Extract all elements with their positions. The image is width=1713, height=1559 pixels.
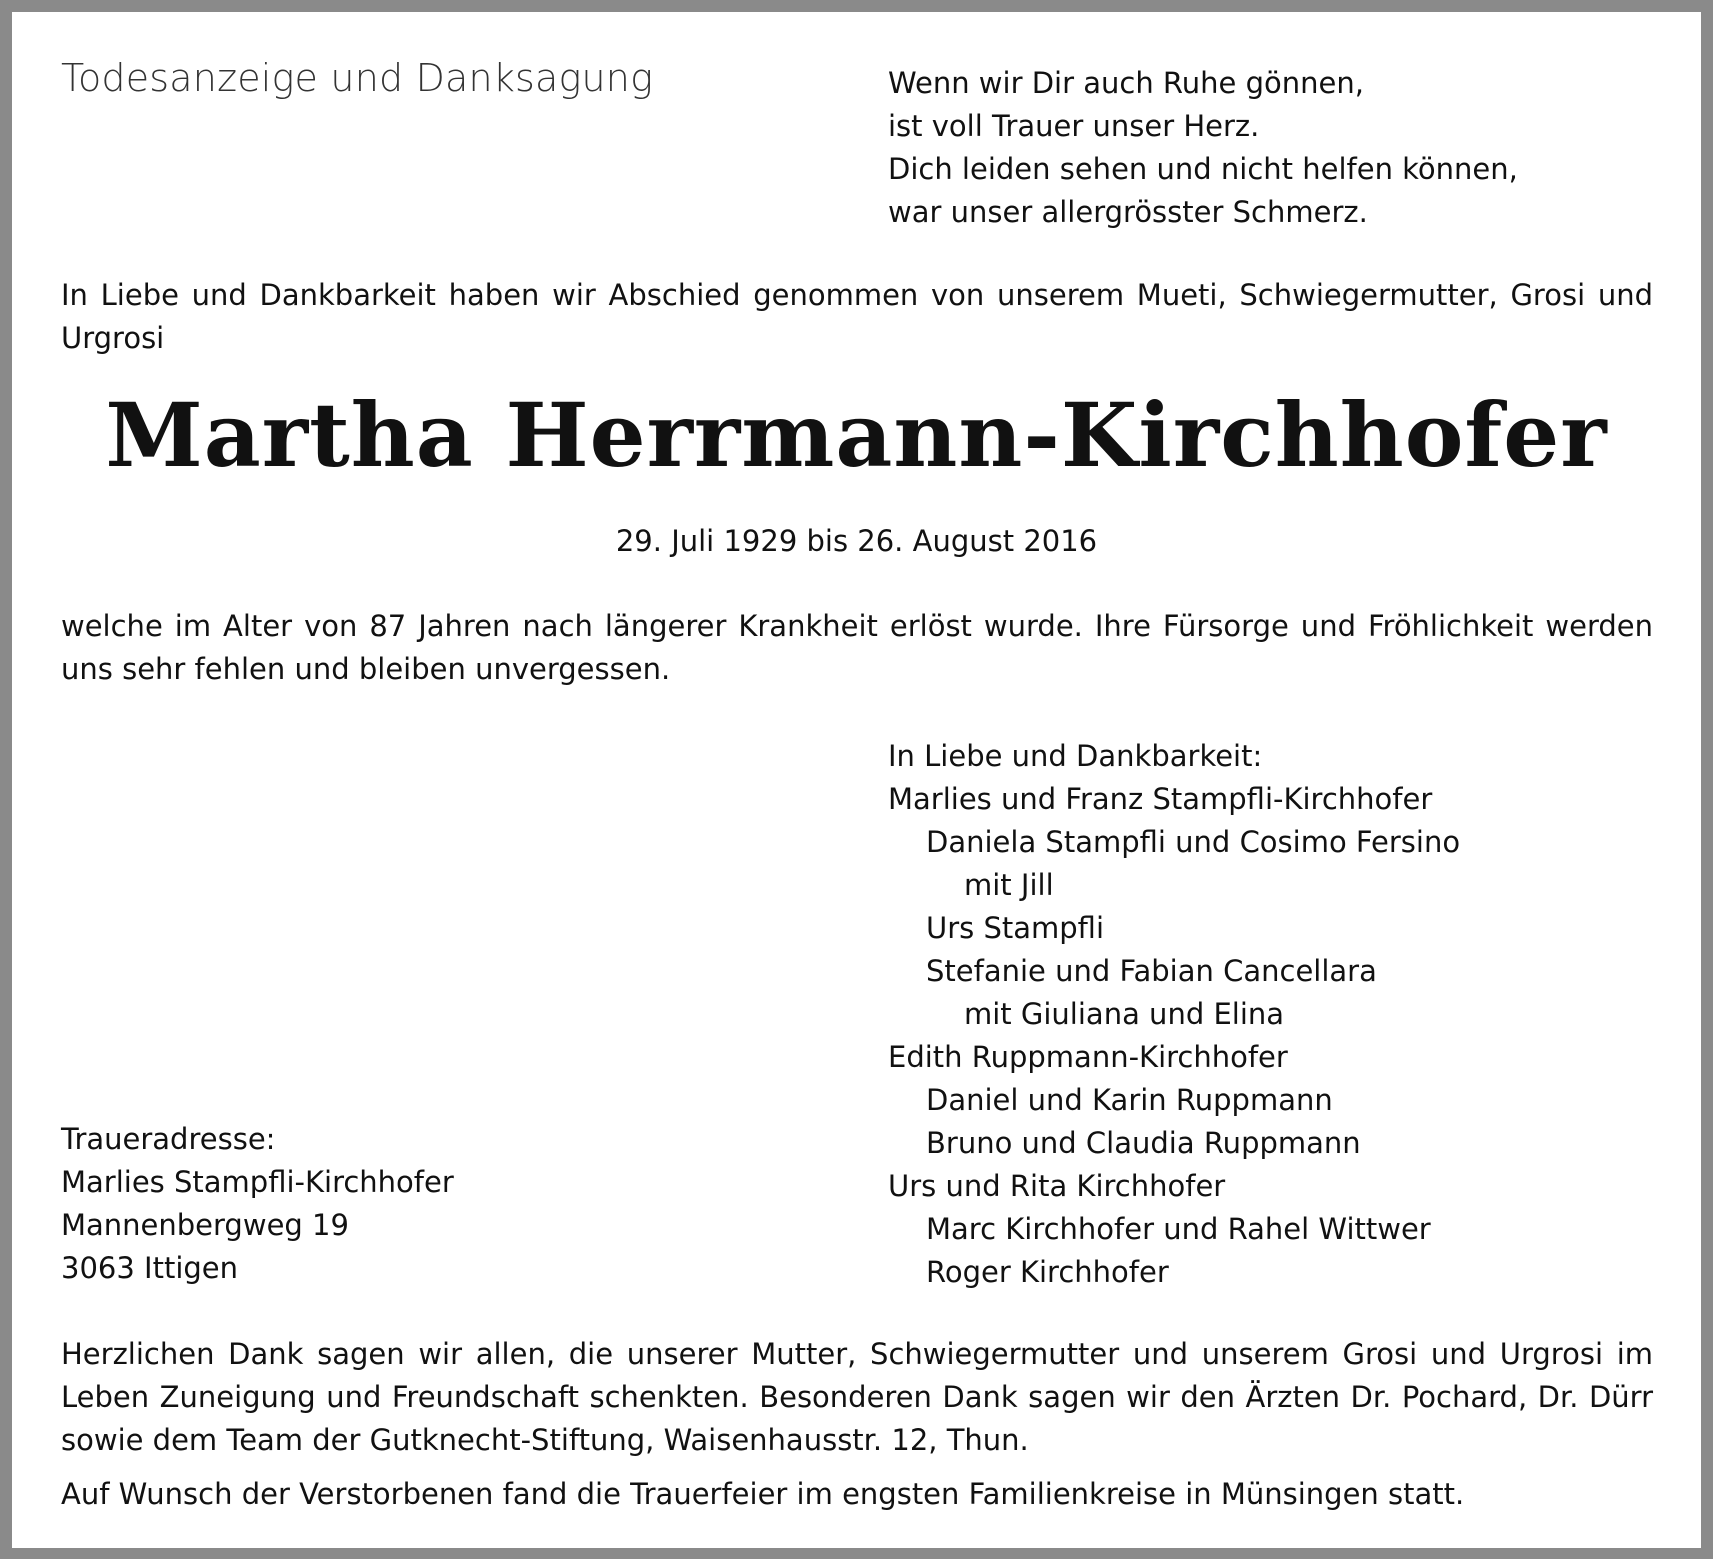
family-member: mit Giuliana und Elina [964,997,1285,1031]
poem-line: Wenn wir Dir auch Ruhe gönnen, [888,66,1364,100]
family-member: Daniel und Karin Ruppmann [926,1083,1333,1117]
poem [888,62,1518,234]
poem-line: ist voll Trauer unser Herz. [888,109,1260,143]
family-member: Edith Ruppmann-Kirchhofer [888,1040,1288,1074]
family-member: Bruno und Claudia Ruppmann [926,1126,1361,1160]
announcement-type-label: Todesanzeige und Danksagung [61,56,654,100]
family-member: Urs Stampfli [926,911,1105,945]
address-city: 3063 Ittigen [61,1251,239,1285]
family-member: mit Jill [964,868,1054,902]
address-name: Marlies Stampfli-Kirchhofer [61,1165,454,1199]
mourning-address [61,1118,454,1290]
address-street: Mannenbergweg 19 [61,1208,349,1242]
intro-text: In Liebe und Dankbarkeit haben wir Abschied genommen von unserem Mueti, Schwiegermutter, Grosi und Urgrosi [61,278,1653,355]
thanks-text: Herzlichen Dank sagen wir allen, die unserer Mutter, Schwiegermutter und unserem Grosi und Urgrosi im Leben Zuneigung und Freundschaft schenkten. Besonderen Dank sagen wir den Ärzten Dr. Pochard, Dr. Dürr sowie dem Team der Gutknecht-Stiftung, Waisenhausstr. 12, Thun. [61,1337,1653,1457]
family-member: Daniela Stampfli und Cosimo Fersino [926,825,1461,859]
tribute-text: welche im Alter von 87 Jahren nach längerer Krankheit erlöst wurde. Ihre Fürsorge und Fröhlichkeit werden uns sehr fehlen und bleiben unvergessen. [61,609,1653,686]
funeral-note: Auf Wunsch der Verstorbenen fand die Trauerfeier im engsten Familienkreise in Münsingen statt. [61,1477,1465,1511]
family-member: Stefanie und Fabian Cancellara [926,954,1377,988]
life-dates: 29. Juli 1929 bis 26. August 2016 [615,524,1098,558]
family-member: Marc Kirchhofer und Rahel Wittwer [926,1212,1431,1246]
deceased-name: Martha Herrmann-Kirchhofer [105,383,1608,487]
address-label: Traueradresse: [61,1122,276,1156]
family-member: Urs und Rita Kirchhofer [888,1169,1226,1203]
family-member: Marlies und Franz Stampfli-Kirchhofer [888,782,1433,816]
family-list [888,735,1460,1294]
poem-line: Dich leiden sehen und nicht helfen können, [888,152,1518,186]
family-heading: In Liebe und Dankbarkeit: [888,739,1263,773]
family-member: Roger Kirchhofer [926,1255,1169,1289]
poem-line: war unser allergrösster Schmerz. [888,195,1368,229]
